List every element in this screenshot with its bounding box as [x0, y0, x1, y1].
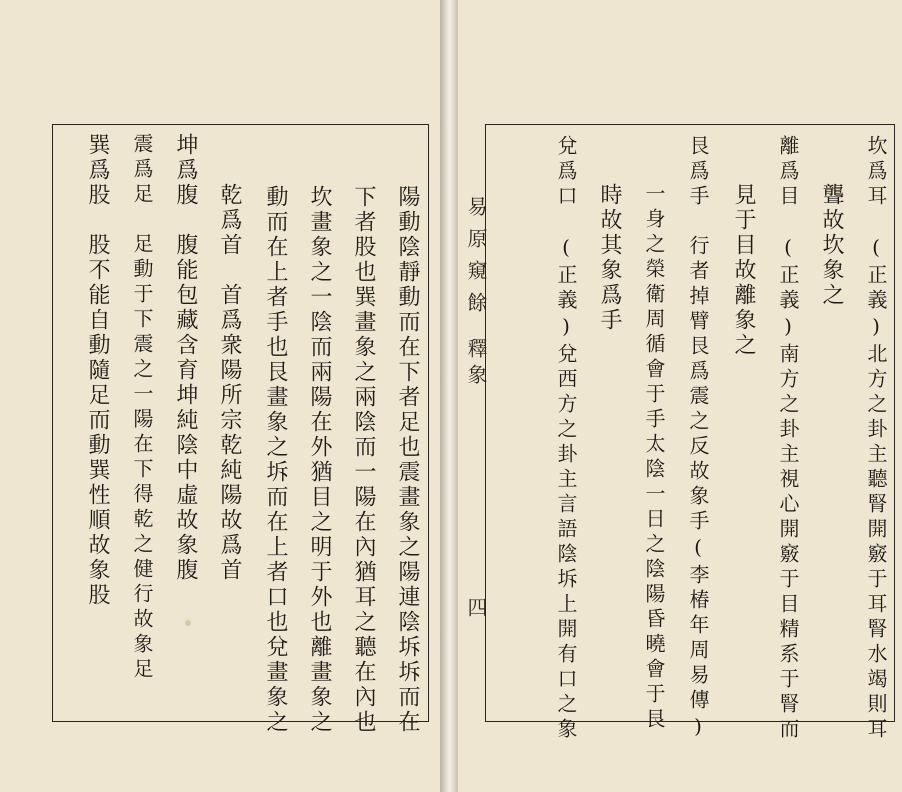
- left-column-3: 坎畫象之一陰而兩陽在外猶目之明于外也離畫象之: [307, 185, 332, 735]
- page-number: 四: [464, 597, 488, 617]
- left-text-frame: [52, 124, 429, 735]
- section-title: 釋象: [464, 338, 488, 390]
- right-column-1: 坎爲耳 (正義)北方之卦主聽腎開竅于耳腎水竭則耳: [864, 135, 888, 743]
- right-text-frame: [485, 124, 895, 743]
- left-column-7: 震爲足 足動于下震之一陽在下得乾之健行故象足: [130, 133, 154, 683]
- left-column-5: 乾爲首 首爲衆陽所宗乾純陽故爲首: [217, 183, 242, 583]
- book-gutter: [440, 0, 458, 792]
- left-column-6: 坤爲腹 腹能包藏含育坤純陰中虛故象腹: [173, 133, 198, 583]
- right-column-3: 離爲目 (正義)南方之卦主視心開竅于目精系于腎而: [776, 135, 800, 743]
- right-column-4: 見于目故離象之: [731, 183, 756, 358]
- right-column-2: 聾故坎象之: [819, 183, 844, 308]
- left-column-1: 陽動陰靜動而在下者足也震畫象之陽連陰坼坼而在: [395, 185, 420, 735]
- right-column-6: 一身之榮衛周循會于手太陰一日之陰陽昏曉會于艮: [642, 183, 666, 733]
- right-column-8: 兌爲口 (正義)兌西方之卦主言語陰坼上開有口之象: [554, 135, 578, 743]
- left-column-2: 下者股也巽畫象之兩陰而一陽在內猶耳之聽在內也: [351, 185, 376, 735]
- right-column-5: 艮爲手 行者掉臂艮爲震之反故象手(李椿年周易傳): [686, 135, 710, 743]
- left-page: [0, 0, 440, 792]
- left-column-8: 巽爲股 股不能自動隨足而動巽性順故象股: [85, 133, 110, 608]
- right-column-7: 時故其象爲手: [597, 183, 622, 333]
- left-column-4: 動而在上者手也艮畫象之坼而在上者口也兌畫象之: [263, 185, 288, 735]
- right-page: [458, 0, 902, 792]
- book-title: 易原窺餘: [464, 196, 488, 324]
